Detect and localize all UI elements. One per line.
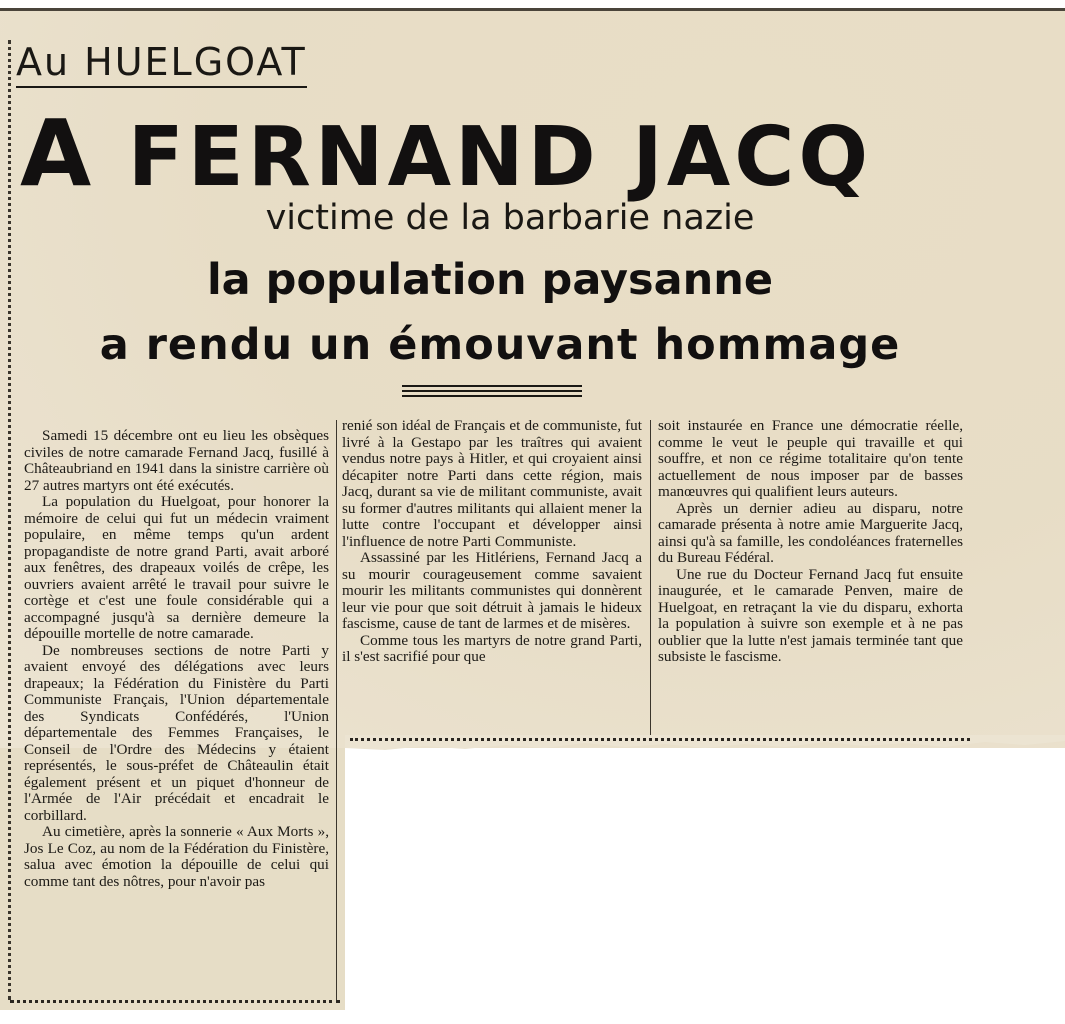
column-divider <box>336 420 337 1000</box>
headline-name: FERNAND JACQ <box>127 110 873 205</box>
headline-initial: A <box>20 100 96 207</box>
left-dotted-border <box>8 40 11 1000</box>
text-column-3 <box>658 418 963 666</box>
paragraph: Une rue du Docteur Fernand Jacq fut ensuite inaugurée, et le camarade Penven, maire de Huelgoat, en retraçant la vie du disparu, exhorta la population à suivre son exemple et à ne pas oublier que la lutte n'est jamais terminée tant que subsiste le fascisme. <box>658 565 963 665</box>
decorative-rule <box>402 385 582 399</box>
paragraph: Samedi 15 décembre ont eu lieu les obsèques civiles de notre camarade Fernand Jacq, fusillé à Châteaubriand en 1941 dans la sinistre carrière où 27 autres martyrs ont été exécutés. <box>24 427 329 494</box>
column-divider <box>650 420 651 735</box>
subtitle-homage: a rendu un émouvant hommage <box>99 320 901 370</box>
article-headline <box>20 100 1040 207</box>
column-bottom-border <box>350 738 970 747</box>
paragraph: soit instaurée en France une démocratie réelle, comme le veut le peuple qui travaille et qui souffre, et non ce régime totalitaire qu'on tente actuellement de nous imposer par de basses manœuvres qui qualifient leurs auteurs. <box>658 417 963 500</box>
paragraph: renié son idéal de Français et de communiste, fut livré à la Gestapo par les traîtres qui avaient vendus notre pays à Hitler, et qui croyaient ainsi décapiter notre Parti dans cette région, mais Jacq, durant sa vie de militant communiste, avait su former d'autres militants qui allaient mener la lutte contre l'occupant et développer ainsi l'influence de notre Parti Communiste. <box>342 417 642 550</box>
paragraph: Après un dernier adieu au disparu, notre camarade présenta à notre amie Marguerite Jacq, ainsi qu'à sa famille, les condoléances fraternelles du Bureau Fédéral. <box>658 499 963 566</box>
paragraph: La population du Huelgoat, pour honorer la mémoire de celui qui fut un médecin vraiment populaire, en même temps qu'un ardent propagandiste de notre grand Parti, avait arboré aux fenêtres, des drapeaux voilés de crêpe, les ouvriers avaient arrêté le travail pour suivre le cortège et c'est une foule considérable qui a accompagné jusqu'à sa dernière demeure la dépouille mortelle de notre camarade. <box>24 493 329 642</box>
article-kicker: Au HUELGOAT <box>16 40 307 88</box>
clipping-bottom-border <box>10 1000 340 1009</box>
paragraph: Assassiné par les Hitlériens, Fernand Jacq a su mourir courageusement comme savaient mourir les militants communistes qui donnèrent leur vie pour que soit détruit à jamais le hideux fascisme, cause de tant de larmes et de misères. <box>342 549 642 632</box>
text-column-1 <box>24 428 329 890</box>
subtitle-victim: victime de la barbarie nazie <box>265 198 755 238</box>
clipping-top-border <box>0 8 1065 11</box>
paragraph: De nombreuses sections de notre Parti y avaient envoyé des délégations avec leurs drapeaux; la Fédération du Finistère du Parti Communiste Français, l'Union départementale des Syndicats Confédérés, l'Union départementale des Femmes Françaises, le Conseil de l'Ordre des Médecins y étaient représentés, le sous-préfet de Châteaulin était également présent et un piquet d'honneur de l'Armée de l'Air précédait et encadrait le corbillard. <box>24 641 329 824</box>
text-column-2 <box>342 418 642 666</box>
scan-margin <box>0 0 1065 8</box>
subtitle-population: la population paysanne <box>206 255 774 305</box>
paragraph: Comme tous les martyrs de notre grand Parti, il s'est sacrifié pour que <box>342 631 642 665</box>
paragraph: Au cimetière, après la sonnerie « Aux Morts », Jos Le Coz, au nom de la Fédération du Finistère, salua avec émotion la dépouille de celui qui comme tant des nôtres, pour n'avoir pas <box>24 823 329 890</box>
